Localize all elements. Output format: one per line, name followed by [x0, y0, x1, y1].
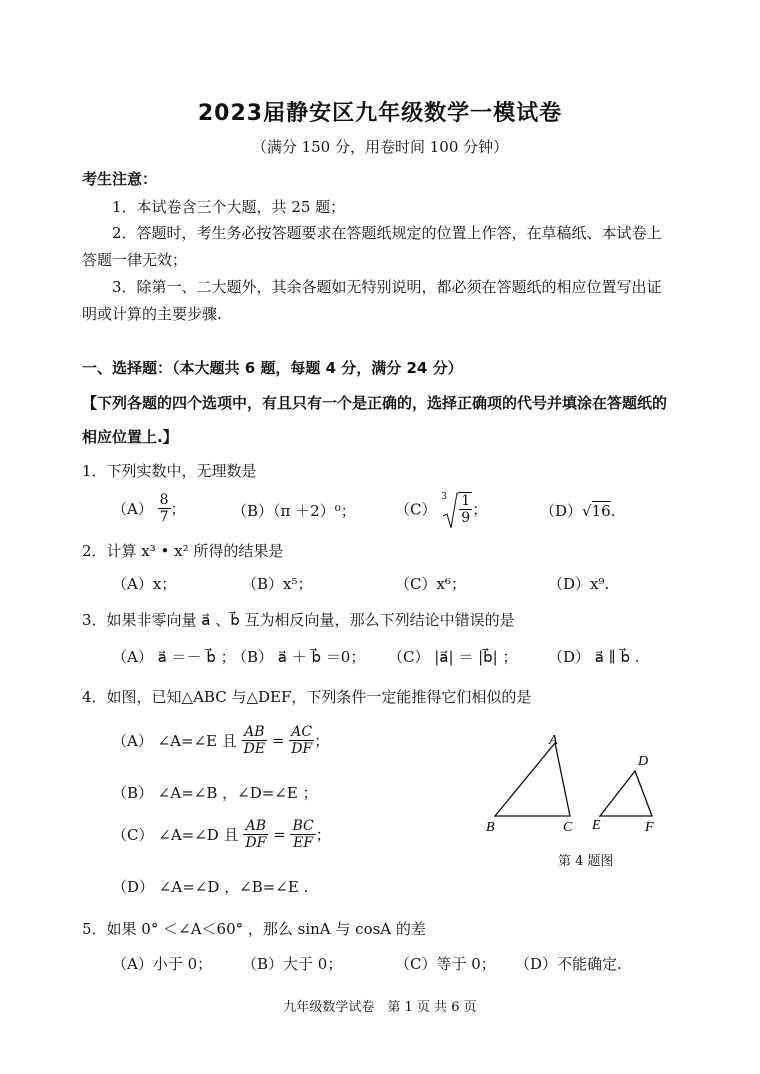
notice-item-3-line-1: 3．除第一、二大题外，其余各题如无特别说明，都必须在答题纸的相应位置写出证 [112, 278, 662, 296]
page-title: 2023届静安区九年级数学一模试卷 [197, 101, 563, 126]
question-4-option-d: （D） ∠A=∠D ，∠B=∠E . [112, 878, 309, 896]
question-4-stem: 4．如图，已知△ABC 与△DEF，下列条件一定能推得它们相似的是 [82, 688, 532, 706]
notice-item-2-line-1: 2．答题时，考生务必按答题要求在答题纸规定的位置上作答，在草稿纸、本试卷上 [112, 224, 662, 242]
option-tail: ； [170, 500, 186, 518]
fraction [158, 492, 171, 525]
question-5-stem: 5．如果 0° ＜∠A＜60° ，那么 sinA 与 cosA 的差 [82, 920, 426, 938]
equals-sign: = [273, 825, 286, 844]
question-2-option-d: （D）x⁹. [548, 575, 610, 593]
fraction-denominator: DF [245, 835, 267, 851]
question-1-option-b: （B）（π ＋2）⁰； [232, 502, 356, 520]
section-1-heading: 一、选择题：（本大题共 6 题，每题 4 分，满分 24 分） [82, 359, 463, 377]
option-tail: ； [314, 732, 330, 750]
question-4-option-a [112, 724, 329, 757]
vertex-label-c: C [563, 820, 573, 835]
notice-item-3-line-2: 明或计算的主要步骤. [82, 305, 222, 323]
question-5-option-d: （D）不能确定. [515, 955, 622, 973]
option-tail: . [610, 502, 616, 520]
fraction-numerator: 1 [461, 493, 471, 509]
question-5-option-a: （A）小于 0； [112, 955, 213, 973]
option-label: （D） [540, 502, 583, 520]
fraction-denominator: EF [293, 835, 314, 851]
question-1-option-a [112, 492, 186, 525]
question-3-option-d: （D） a⃗ ∥ b⃗ . [548, 648, 640, 666]
fraction-denominator: 7 [159, 509, 169, 525]
vertex-label-d: D [638, 754, 649, 769]
fraction-numerator: AC [289, 724, 314, 741]
question-4-figure [470, 728, 690, 868]
option-label: （A） [112, 500, 153, 518]
option-tail: ； [315, 826, 331, 844]
question-2-stem: 2．计算 x³ • x² 所得的结果是 [82, 542, 284, 560]
question-4-option-b: （B） ∠A=∠B ，∠D=∠E ； [112, 784, 318, 802]
vertex-label-b: B [486, 820, 495, 835]
question-2-option-a: （A）x； [112, 575, 177, 593]
notice-item-1: 1．本试卷含三个大题，共 25 题； [112, 198, 346, 216]
radical-sign-icon [443, 492, 459, 530]
question-2-option-c: （C）x⁶； [395, 575, 466, 593]
option-label: （C） [395, 500, 437, 519]
question-3-option-b: （B） a⃗ ＋ b⃗ ＝0； [232, 648, 366, 666]
section-1-instruction-line-1: 【下列各题的四个选项中，有且只有一个是正确的，选择正确项的代号并填涂在答题纸的 [82, 394, 668, 412]
notice-item-2-line-2: 答题一律无效； [82, 251, 188, 269]
fraction-denominator: DE [243, 741, 266, 757]
option-tail: ； [472, 500, 488, 519]
vertex-label-f: F [645, 820, 654, 835]
question-1-option-d [540, 500, 615, 521]
fraction [242, 724, 267, 757]
fraction-numerator: BC [292, 818, 314, 834]
triangle-abc [495, 743, 570, 816]
question-5-option-c: （C）等于 0； [395, 955, 496, 973]
question-3-stem: 3．如果非零向量 a⃗ 、b⃗ 互为相反向量，那么下列结论中错误的是 [82, 611, 515, 629]
option-head: （C） ∠A=∠D 且 [112, 826, 239, 844]
question-2-option-b: （B）x⁵； [242, 575, 313, 593]
fraction-numerator: AB [242, 724, 267, 741]
question-3-option-c: （C） |a⃗| ＝ |b⃗| ； [388, 648, 518, 666]
page-footer: 九年级数学试卷 第 1 页 共 6 页 [283, 1000, 477, 1015]
vertex-label-e: E [592, 818, 601, 833]
fraction [289, 724, 314, 757]
root-index: 3 [441, 492, 447, 502]
question-1-option-c [395, 492, 487, 526]
radicand: 16 [591, 502, 611, 520]
triangle-def [600, 771, 652, 816]
question-1-stem: 1．下列实数中，无理数是 [82, 462, 257, 480]
question-5-option-b: （B）大于 0； [242, 955, 343, 973]
page-subtitle: （满分 150 分，用卷时间 100 分钟） [251, 138, 509, 156]
cube-root [441, 492, 472, 526]
fraction-numerator: 8 [159, 492, 169, 508]
equals-sign: = [271, 731, 285, 750]
option-head: （A） ∠A=∠E 且 [112, 732, 237, 750]
fraction [459, 492, 472, 526]
fraction-denominator: DF [291, 741, 313, 757]
fraction [290, 818, 315, 851]
notice-heading: 考生注意： [82, 170, 158, 188]
question-4-option-c [112, 818, 331, 851]
vertex-label-a: A [549, 733, 558, 748]
fraction [243, 818, 268, 851]
sqrt-sign-icon: √ [582, 502, 592, 520]
section-1-instruction-line-2: 相应位置上.】 [82, 428, 178, 446]
fraction-numerator: AB [243, 818, 268, 835]
figure-caption: 第 4 题图 [558, 854, 614, 869]
question-3-option-a: （A） a⃗ ＝－ b⃗ ； [112, 648, 236, 666]
fraction-denominator: 9 [461, 510, 471, 526]
